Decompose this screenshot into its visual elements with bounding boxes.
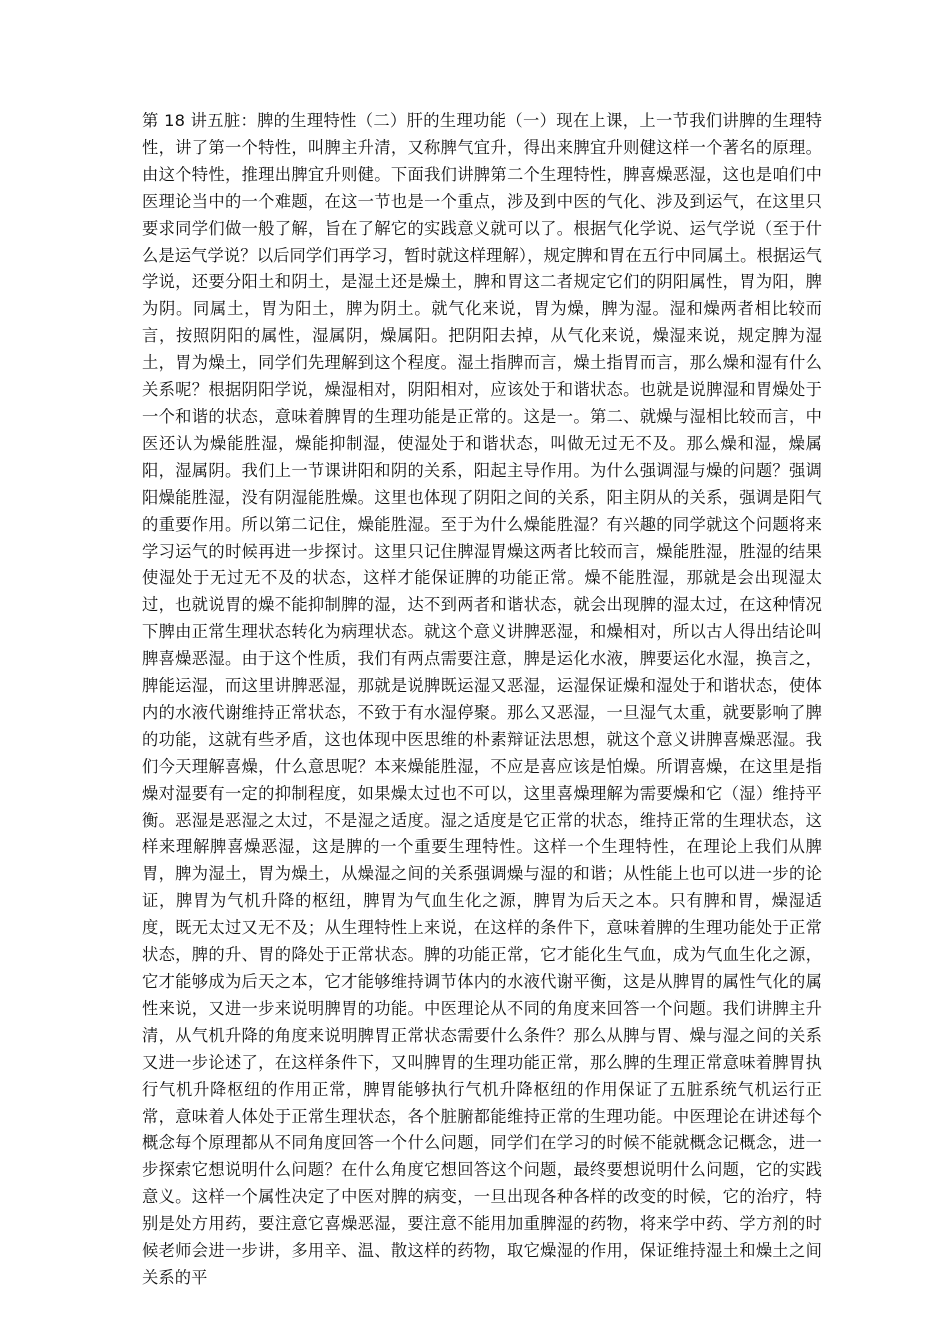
lecture-text-paragraph: 第 18 讲五脏：脾的生理特性（二）肝的生理功能（一）现在上课，上一节我们讲脾的生理特性，讲了第一个特性，叫脾主升清，又称脾气宜升，得出来脾宜升则健这样一个著名的原理。由这个特性，推理出脾宜升则健。下面我们讲脾第二个生理特性，脾喜燥恶湿，这也是咱们中医理论当中的一个难题，在这一节也是一个重点，涉及到中医的气化、涉及到运气，在这里只要求同学们做一般了解，旨在了解它的实践意义就可以了。根据气化学说、运气学说（至于什么是运气学说？以后同学们再学习，暂时就这样理解），规定脾和胃在五行中同属土。根据运气学说，还要分阳土和阴土，是湿土还是燥土，脾和胃这二者规定它们的阴阳属性，胃为阳，脾为阴。同属土，胃为阳土，脾为阴土。就气化来说，胃为燥，脾为湿。湿和燥两者相比较而言，按照阴阳的属性，湿属阴，燥属阳。把阴阳去掉，从气化来说，燥湿来说，规定脾为湿土，胃为燥土，同学们先理解到这个程度。湿土指脾而言，燥土指胃而言，那么燥和湿有什么关系呢？根据阴阳学说，燥湿相对，阴阳相对，应该处于和谐状态。也就是说脾湿和胃燥处于一个和谐的状态，意味着脾胃的生理功能是正常的。这是一。第二、就燥与湿相比较而言，中医还认为燥能胜湿，燥能抑制湿，使湿处于和谐状态，叫做无过无不及。那么燥和湿，燥属阳，湿属阴。我们上一节课讲阳和阴的关系，阳起主导作用。为什么强调湿与燥的问题？强调阳燥能胜湿，没有阴湿能胜燥。这里也体现了阴阳之间的关系，阳主阴从的关系，强调是阳气的重要作用。所以第二记住，燥能胜湿。至于为什么燥能胜湿？有兴趣的同学就这个问题将来学习运气的时候再进一步探讨。这里只记住脾湿胃燥这两者比较而言，燥能胜湿，胜湿的结果使湿处于无过无不及的状态，这样才能保证脾的功能正常。燥不能胜湿，那就是会出现湿太过，也就说胃的燥不能抑制脾的湿，达不到两者和谐状态，就会出现脾的湿太过，在这种情况下脾由正常生理状态转化为病理状态。就这个意义讲脾恶湿，和燥相对，所以古人得出结论叫脾喜燥恶湿。由于这个性质，我们有两点需要注意，脾是运化水液，脾要运化水湿，换言之，脾能运湿，而这里讲脾恶湿，那就是说脾既运湿又恶湿，运湿保证燥和湿处于和谐状态，使体内的水液代谢维持正常状态，不致于有水湿停聚。那么又恶湿，一旦湿气太重，就要影响了脾的功能，这就有些矛盾，这也体现中医思维的朴素辩证法思想，就这个意义讲脾喜燥恶湿。我们今天理解喜燥，什么意思呢？本来燥能胜湿，不应是喜应该是怕燥。所谓喜燥，在这里是指燥对湿要有一定的抑制程度，如果燥太过也不可以，这里喜燥理解为需要燥和它（湿）维持平衡。恶湿是恶湿之太过，不是湿之适度。湿之适度是它正常的状态，维持正常的生理状态，这样来理解脾喜燥恶湿，这是脾的一个重要生理特性。这样一个生理特性，在理论上我们从脾胃，脾为湿土，胃为燥土，从燥湿之间的关系强调燥与湿的和谐；从性能上也可以进一步的论证，脾胃为气机升降的枢纽，脾胃为气血生化之源，脾胃为后天之本。只有脾和胃，燥湿适度，既无太过又无不及；从生理特性上来说，在这样的条件下，意味着脾的生理功能处于正常状态，脾的升、胃的降处于正常状态。脾的功能正常，它才能化生气血，成为气血生化之源，它才能够成为后天之本，它才能够维持调节体内的水液代谢平衡，这是从脾胃的属性气化的属性来说，又进一步来说明脾胃的功能。中医理论从不同的角度来回答一个问题。我们讲脾主升清，从气机升降的角度来说明脾胃正常状态需要什么条件？那么从脾与胃、燥与湿之间的关系又进一步论述了，在这样条件下，又叫脾胃的生理功能正常，那么脾的生理正常意味着脾胃执行气机升降枢纽的作用正常，脾胃能够执行气机升降枢纽的作用保证了五脏系统气机运行正常，意味着人体处于正常生理状态，各个脏腑都能维持正常的生理功能。中医理论在讲述每个概念每个原理都从不同角度回答一个什么问题，同学们在学习的时候不能就概念记概念，进一步探索它想说明什么问题？在什么角度它想回答这个问题，最终要想说明什么问题，它的实践意义。这样一个属性决定了中医对脾的病变，一旦出现各种各样的改变的时候，它的治疗，特别是处方用药，要注意它喜燥恶湿，要注意不能用加重脾湿的药物，将来学中药、学方剂的时候老师会进一步讲，多用辛、温、散这样的药物，取它燥湿的作用，保证维持湿土和燥土之间关系的平 <box>142 111 822 1287</box>
document-page <box>142 108 822 1287</box>
